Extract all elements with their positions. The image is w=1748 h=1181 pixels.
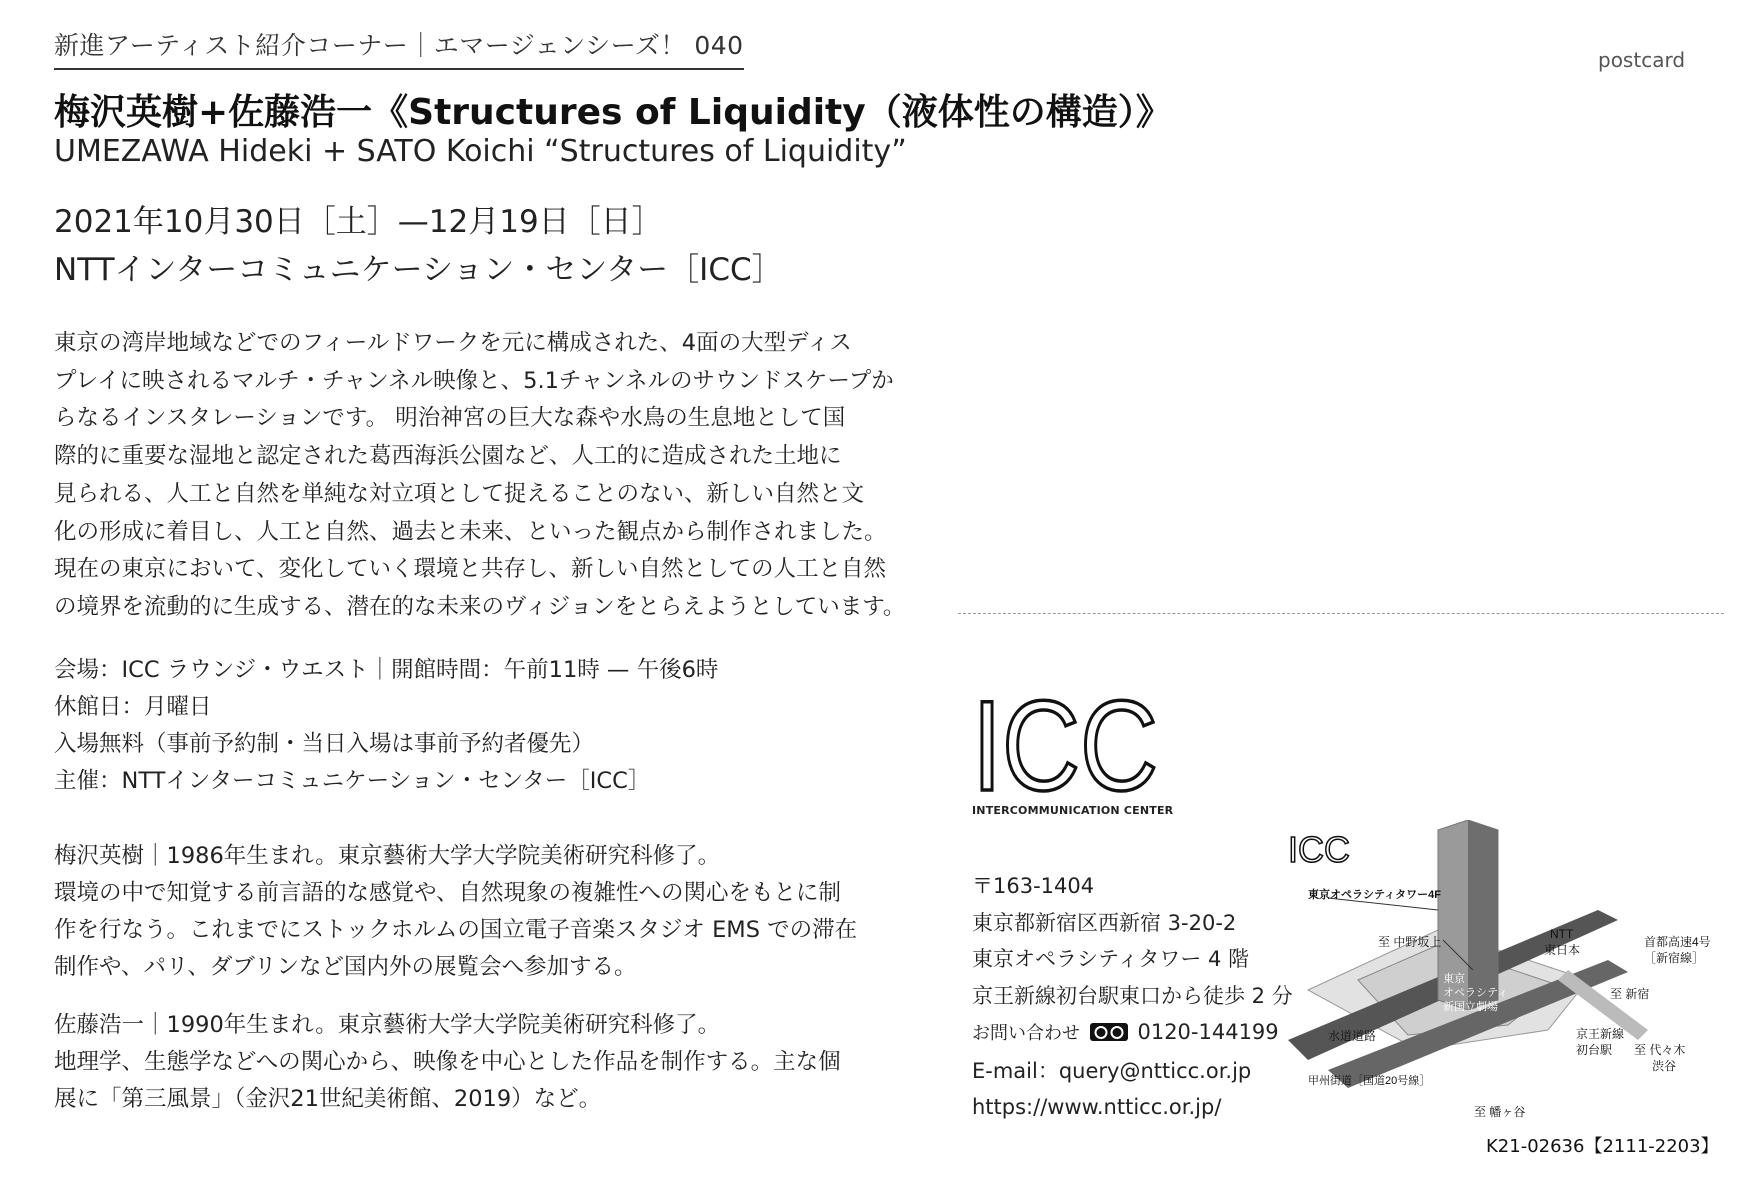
map-label-ntt2: 東日本 [1544,943,1581,957]
description-line: 化の形成に着目し、人工と自然、過去と未来、といった観点から制作されました。 [54,518,887,545]
postal-code: 〒163-1404 [972,874,1095,898]
info-venue: 会場：ICC ラウンジ・ウエスト｜開館時間：午前11時 — 午後6時 [54,657,719,683]
bio-line: 梅沢英樹｜1986年生まれ。東京藝術大学大学院美術研究科修了。 [54,843,721,869]
phone-label: お問い合わせ [972,1023,1080,1044]
map-tower-label: 東京オペラシティタワー4F [1308,889,1441,901]
description-line: 際的に重要な湿地と認定された葛西海浜公園など、人工的に造成された土地に [54,443,842,470]
bio-line: 環境の中で知覚する前言語的な感覚や、自然現象の複雑性への関心をもとに制 [54,880,842,906]
info-admission: 入場無料（事前予約制・当日入場は事前予約者優先） [54,731,595,757]
venue-name: NTTインターコミュニケーション・センター［ICC］ [54,252,783,288]
divider [958,613,1724,614]
website-link[interactable]: https://www.ntticc.or.jp/ [972,1095,1222,1119]
bio-sato [54,1007,841,1118]
map-label-yoyogi: 至 代々木 [1634,1043,1686,1057]
bio-line: 制作や、パリ、ダブリンなど国内外の展覧会へ参加する。 [54,954,637,980]
icc-logo [970,686,1160,796]
map-label-yoyogi2: 渋谷 [1652,1059,1677,1073]
title-japanese: 梅沢英樹+佐藤浩一《Structures of Liquidity（液体性の構造）》 [54,92,1172,133]
email[interactable]: E-mail：query@ntticc.or.jp [972,1058,1252,1083]
description-line: プレイに映されるマルチ・チャンネル映像と、5.1チャンネルのサウンドスケープか [54,367,894,394]
phone-row [972,1014,1293,1053]
description-line: 東京の湾岸地域などでのフィールドワークを元に構成された、4面の大型ディス [54,330,852,356]
bio-line: 作を行なう。これまでにストックホルムの国立電子音楽スタジオ EMS での滞在 [54,917,858,943]
map-label-nakano: 至 中野坂上 [1378,935,1442,949]
icc-logo-text: ICC [972,686,1158,796]
address-line: 東京都新宿区西新宿 3-20-2 [972,910,1237,935]
logo-subtitle: INTERCOMMUNICATION CENTER [972,804,1174,817]
access-map [1288,820,1728,1130]
map-label-suido: 水道道路 [1328,1029,1377,1043]
map-label-keio2: 初台駅 [1576,1043,1613,1057]
postcard-label: postcard [1598,48,1686,72]
map-label-ntt: NTT [1550,927,1574,941]
map-icc-logo: ICC [1288,829,1350,870]
address-line: 京王新線初台駅東口から徒歩 2 分 [972,983,1293,1008]
map-label-theatre2: オペラシティ [1443,987,1509,999]
info-organizer: 主催：NTTインターコミュニケーション・センター［ICC］ [54,768,651,794]
bio-line: 展に「第三風景」（金沢21世紀美術館、2019）など。 [54,1086,602,1112]
map-label-theatre3: 新国立劇場 [1443,1001,1498,1013]
exhibition-dates: 2021年10月30日［土］—12月19日［日］ [54,204,663,240]
map-tower-face [1468,820,1498,1010]
product-code: K21-02636【2111-2203】 [1486,1136,1719,1157]
description-line: 現在の東京において、変化していく環境と共存し、新しい自然としての人工と自然 [54,556,887,583]
bio-line: 佐藤浩一｜1990年生まれ。東京藝術大学大学院美術研究科修了。 [54,1012,721,1038]
exhibition-info [54,652,718,800]
info-closed: 休館日：月曜日 [54,694,212,720]
map-label-shinjuku: 至 新宿 [1610,987,1650,1001]
description-line: らなるインスタレーションです。 明治神宮の巨大な森や水鳥の生息地として国 [54,405,846,432]
description [54,325,905,627]
series-heading: 新進アーティスト紹介コーナー｜エマージェンシーズ！ 040 [54,26,744,70]
description-line: の境界を流動的に生成する、潜在的な未来のヴィジョンをとらえようとしています。 [54,593,906,620]
map-label-expressway: 首都高速4号 [1644,935,1711,949]
map-label-expressway2: ［新宿線］ [1644,951,1705,965]
bio-umezawa [54,838,857,986]
map-label-theatre1: 東京 [1443,973,1465,985]
map-label-koshu: 甲州街道［国道20号線］ [1308,1075,1431,1087]
phone-number: 0120-144199 [1137,1020,1279,1044]
address-line: 東京オペラシティタワー 4 階 [972,947,1250,971]
title-english: UMEZAWA Hideki + SATO Koichi “Structures of Liquidity” [54,134,907,169]
map-label-keio: 京王新線 [1576,1027,1625,1041]
bio-line: 地理学、生態学などへの関心から、映像を中心とした作品を制作する。主な個 [54,1049,841,1075]
description-line: 見られる、人工と自然を単純な対立項として捉えることのない、新しい自然と文 [54,480,865,507]
address-block [972,868,1293,1126]
map-label-hatagaya: 至 幡ヶ谷 [1474,1105,1526,1119]
freedial-icon [1090,1023,1128,1041]
